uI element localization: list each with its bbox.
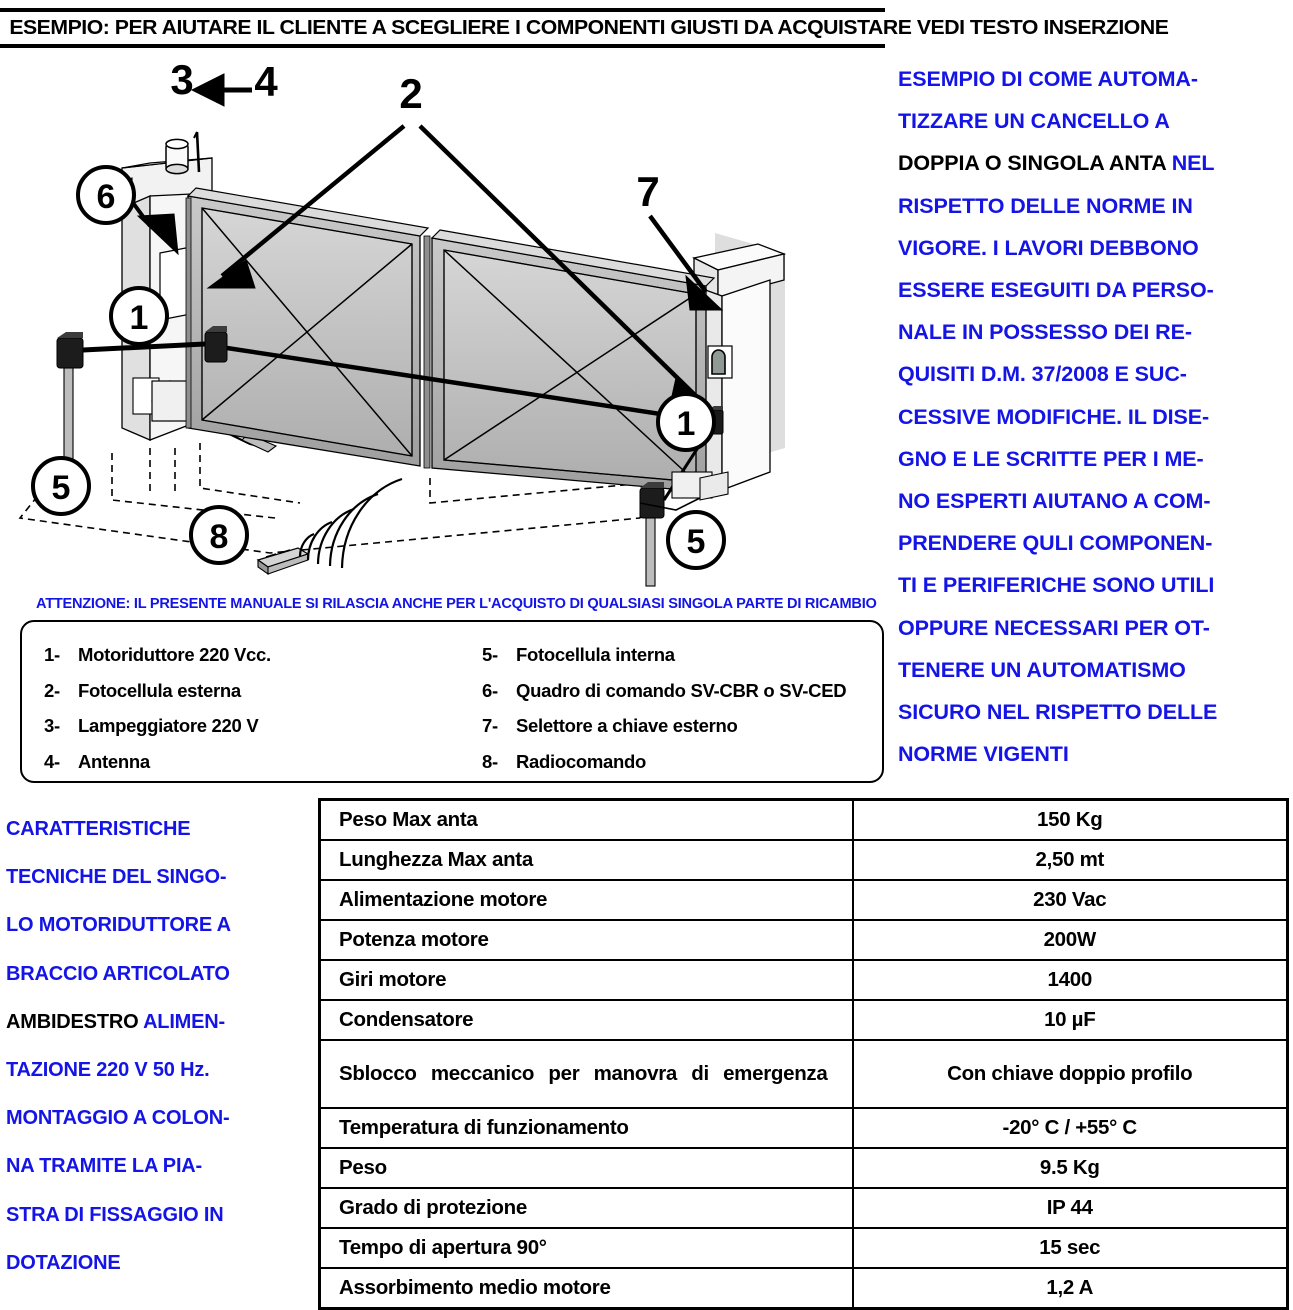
callout-label: 5 bbox=[51, 469, 71, 507]
table-row bbox=[320, 800, 1288, 841]
spec-value: 1400 bbox=[853, 960, 1288, 1000]
tech-note-line: TAZIONE 220 V 50 Hz. bbox=[6, 1059, 210, 1082]
legend-number: 4- bbox=[44, 750, 60, 772]
list-item bbox=[482, 751, 846, 773]
tech-note-line bbox=[6, 998, 306, 1046]
table-row bbox=[320, 880, 1288, 920]
tech-note-line: STRA DI FISSAGGIO IN bbox=[6, 1203, 224, 1226]
side-note-line: TIZZARE UN CANCELLO A bbox=[898, 109, 1170, 134]
callout-5-left bbox=[33, 458, 89, 514]
page-header bbox=[0, 8, 1169, 48]
list-item bbox=[44, 715, 271, 737]
tech-note-line: DOTAZIONE bbox=[6, 1251, 121, 1274]
table-row bbox=[320, 1228, 1288, 1268]
spec-param: Sblocco meccanico per manovra di emergenza bbox=[320, 1040, 853, 1108]
callout-label-3: 3 bbox=[170, 56, 194, 103]
spec-param: Assorbimento medio motore bbox=[320, 1268, 853, 1309]
table-row bbox=[320, 920, 1288, 960]
side-note-line: VIGORE. I LAVORI DEBBONO bbox=[898, 235, 1199, 260]
callout-label-2: 2 bbox=[399, 70, 423, 117]
callout-5-right bbox=[668, 512, 724, 568]
callout-numbers bbox=[170, 56, 659, 215]
legend-number: 8- bbox=[482, 750, 498, 772]
side-note-line: RISPETTO DELLE NORME IN bbox=[898, 193, 1193, 218]
spec-value: 2,50 mt bbox=[853, 840, 1288, 880]
table-row bbox=[320, 840, 1288, 880]
list-item bbox=[482, 680, 846, 702]
callout-label: 1 bbox=[676, 405, 696, 443]
flashing-lamp bbox=[166, 139, 188, 173]
side-note-line: SICURO NEL RISPETTO DELLE bbox=[898, 700, 1218, 725]
spec-param: Peso bbox=[320, 1148, 853, 1188]
spec-value: 9.5 Kg bbox=[853, 1148, 1288, 1188]
table-row bbox=[320, 1268, 1288, 1309]
callout-label: 5 bbox=[686, 523, 706, 561]
side-note-line bbox=[898, 142, 1290, 184]
legend-column-left bbox=[44, 644, 271, 786]
tech-note-line: MONTAGGIO A COLON- bbox=[6, 1107, 230, 1130]
table-row bbox=[320, 1148, 1288, 1188]
spec-value: Con chiave doppio profilo bbox=[853, 1040, 1288, 1108]
spec-param: Tempo di apertura 90° bbox=[320, 1228, 853, 1268]
callout-label: 1 bbox=[129, 299, 149, 337]
list-item bbox=[44, 751, 271, 773]
legend-number: 6- bbox=[482, 679, 498, 701]
tech-note-line: NA TRAMITE LA PIA- bbox=[6, 1155, 203, 1178]
callout-1-left bbox=[111, 288, 167, 344]
callout-8 bbox=[191, 507, 247, 563]
side-note-line: TENERE UN AUTOMATISMO bbox=[898, 657, 1186, 682]
spec-value: 150 Kg bbox=[853, 800, 1288, 841]
legend-column-right bbox=[482, 644, 846, 786]
spec-param: Condensatore bbox=[320, 1000, 853, 1040]
legend-label: Quadro di comando SV-CBR o SV-CED bbox=[516, 679, 847, 701]
spec-param: Lunghezza Max anta bbox=[320, 840, 853, 880]
tech-note-line: BRACCIO ARTICOLATO bbox=[6, 962, 230, 985]
side-note-line: GNO E LE SCRITTE PER I ME- bbox=[898, 446, 1204, 471]
tech-note-line: LO MOTORIDUTTORE A bbox=[6, 914, 231, 937]
tech-note-emphasis: AMBIDESTRO bbox=[6, 1010, 144, 1033]
spec-value: -20° C / +55° C bbox=[853, 1108, 1288, 1148]
callout-label: 8 bbox=[209, 518, 229, 556]
attention-notice: ATTENZIONE: IL PRESENTE MANUALE SI RILASCIA ANCHE PER L'ACQUISTO DI QUALSIASI SINGOLA PARTE DI RICAMBIO bbox=[36, 596, 877, 612]
side-note-line: QUISITI D.M. 37/2008 E SUC- bbox=[898, 362, 1187, 387]
side-note-line: PRENDERE QULI COMPONEN- bbox=[898, 531, 1213, 556]
table-row bbox=[320, 960, 1288, 1000]
legend-label: Motoriduttore 220 Vcc. bbox=[78, 644, 271, 665]
spec-value: IP 44 bbox=[853, 1188, 1288, 1228]
callout-label-4: 4 bbox=[254, 58, 278, 105]
callout-6 bbox=[78, 167, 134, 223]
spec-param: Grado di protezione bbox=[320, 1188, 853, 1228]
page-title: ESEMPIO: PER AIUTARE IL CLIENTE A SCEGLIERE I COMPONENTI GIUSTI DA ACQUISTARE VEDI TESTO INSERZIONE bbox=[9, 16, 1169, 39]
legend-number: 1- bbox=[44, 644, 60, 665]
side-note-line: CESSIVE MODIFICHE. IL DISE- bbox=[898, 404, 1210, 429]
header-rule-top bbox=[0, 8, 885, 12]
callout-label-7: 7 bbox=[636, 168, 660, 215]
side-note-line: NO ESPERTI AIUTANO A COM- bbox=[898, 489, 1211, 514]
callout-label: 6 bbox=[96, 178, 116, 216]
spec-param: Potenza motore bbox=[320, 920, 853, 960]
key-selector bbox=[708, 346, 732, 378]
spec-value: 1,2 A bbox=[853, 1268, 1288, 1309]
legend-label: Lampeggiatore 220 V bbox=[78, 715, 259, 736]
spec-table-body bbox=[320, 800, 1288, 1309]
side-note-line-tail: NEL bbox=[1171, 151, 1215, 176]
list-item bbox=[44, 680, 271, 702]
legend-label: Radiocomando bbox=[516, 750, 647, 772]
specifications-table bbox=[318, 798, 1289, 1310]
side-note-emphasis: DOPPIA O SINGOLA ANTA bbox=[898, 151, 1172, 176]
legend-number: 7- bbox=[482, 715, 498, 736]
table-row bbox=[320, 1108, 1288, 1148]
tech-note-line-tail: ALIMEN- bbox=[143, 1010, 225, 1033]
side-note-line: OPPURE NECESSARI PER OT- bbox=[898, 615, 1210, 640]
spec-param: Giri motore bbox=[320, 960, 853, 1000]
spec-param: Alimentazione motore bbox=[320, 880, 853, 920]
tech-note-line: CARATTERISTICHE bbox=[6, 818, 191, 840]
legend-number: 5- bbox=[482, 644, 498, 665]
callout-1-right bbox=[658, 394, 714, 450]
legend-number: 3- bbox=[44, 715, 60, 736]
table-row bbox=[320, 1000, 1288, 1040]
legend-label: Antenna bbox=[78, 750, 150, 772]
tech-note-line: TECNICHE DEL SINGO- bbox=[6, 866, 227, 889]
gate-installation-diagram bbox=[0, 48, 890, 598]
radio-waves bbox=[300, 479, 402, 568]
spec-param: Peso Max anta bbox=[320, 800, 853, 841]
side-note-line: ESSERE ESEGUITI DA PERSO- bbox=[898, 278, 1214, 303]
side-note-line: NORME VIGENTI bbox=[898, 742, 1069, 767]
side-note-line: ESEMPIO DI COME AUTOMA- bbox=[898, 67, 1198, 91]
photocell-leaf-left bbox=[205, 326, 227, 362]
list-item bbox=[482, 715, 846, 737]
technical-characteristics-note bbox=[6, 805, 306, 1287]
list-item bbox=[482, 644, 846, 666]
legend-label: Fotocellula esterna bbox=[78, 679, 241, 701]
spec-value: 200W bbox=[853, 920, 1288, 960]
spec-value: 230 Vac bbox=[853, 880, 1288, 920]
list-item bbox=[44, 644, 271, 666]
spec-value: 10 µF bbox=[853, 1000, 1288, 1040]
side-note-line: TI E PERIFERICHE SONO UTILI bbox=[898, 573, 1215, 598]
side-note-line: NALE IN POSSESSO DEI RE- bbox=[898, 320, 1192, 345]
spec-param: Temperatura di funzionamento bbox=[320, 1108, 853, 1148]
spec-value: 15 sec bbox=[853, 1228, 1288, 1268]
legend-box bbox=[20, 620, 884, 783]
legend-label: Fotocellula interna bbox=[516, 644, 675, 665]
table-row bbox=[320, 1188, 1288, 1228]
side-note-paragraph bbox=[898, 58, 1290, 775]
legend-label: Selettore a chiave esterno bbox=[516, 715, 738, 736]
table-row bbox=[320, 1040, 1288, 1108]
legend-number: 2- bbox=[44, 679, 60, 701]
